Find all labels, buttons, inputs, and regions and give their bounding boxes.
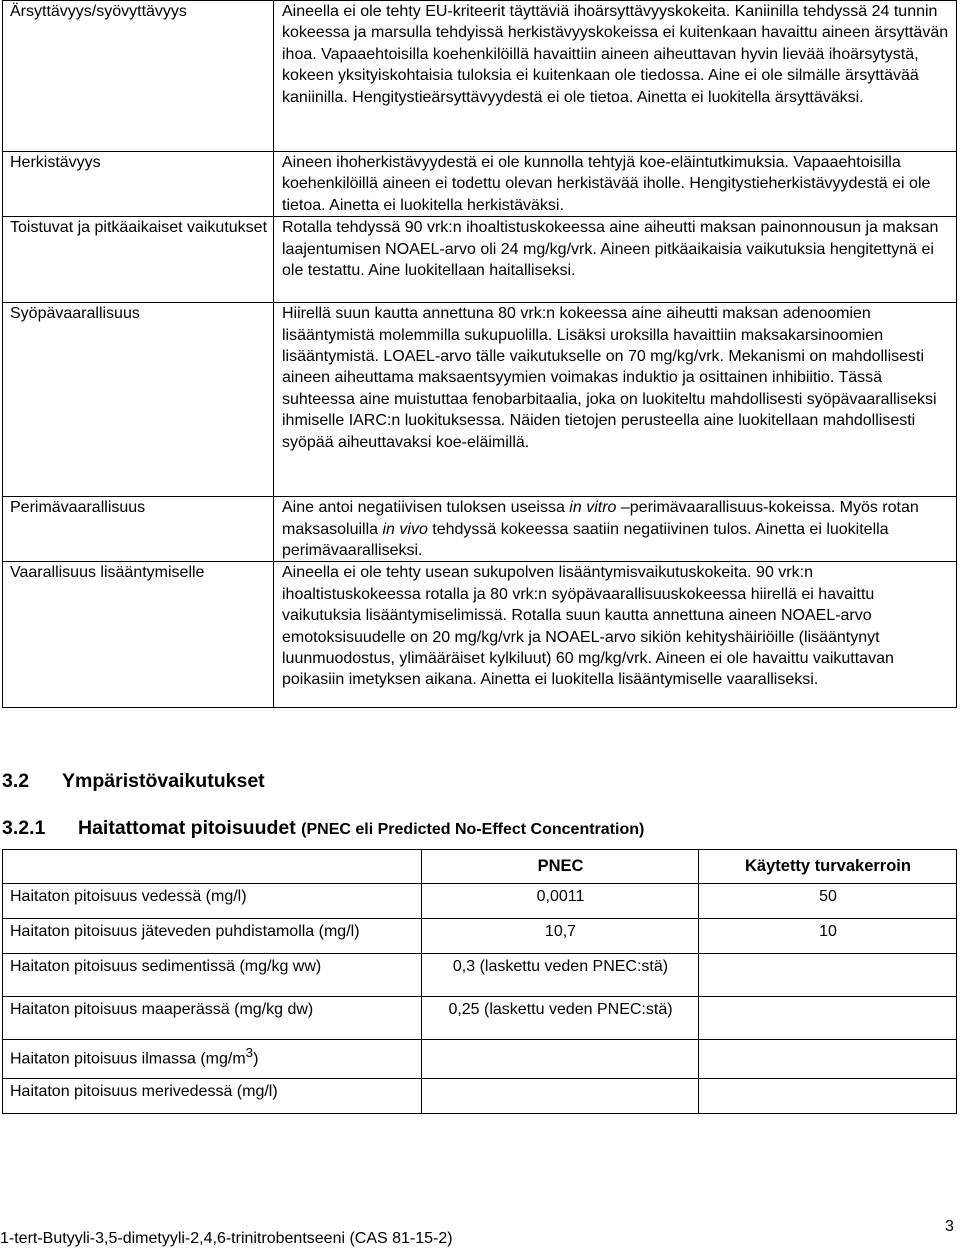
property-label: Toistuvat ja pitkäaikaiset vaikutukset	[3, 217, 274, 303]
label-text: )	[253, 1050, 259, 1068]
property-description: Aineella ei ole tehty usean sukupolven lisääntymisvaikutuskokeita. 90 vrk:n ihoaltistuskokeessa rotalla ja 80 vrk:n syöpävaarallisuuskokeessa hiirellä ei havaittu vaikutuksia lisääntymiselimissä. Rotalla suun kautta annettuna aineen NOAEL-arvo emotoksisuudelle on 20 mg/kg/vrk ja NOAEL-arvo sikiön kehityshäiriöille (lisääntynyt luunmuodostus, ylimääräiset kylkiluut) 60 mg/kg/vrk. Aineen ei ole havaittu vaikuttavan poikasiin imetyksen aikana. Ainetta ei luokitella lisääntymiselle vaaralliseksi.	[274, 562, 957, 708]
row-label	[3, 1040, 422, 1079]
pnec-table	[2, 849, 957, 1114]
table-row	[3, 217, 957, 303]
text-segment: Aine antoi negatiivisen tuloksen useissa	[282, 499, 570, 517]
text-segment: –perimävaarallisuus-kokeissa. Myös rotan maksasoluilla	[282, 499, 919, 538]
italic-term: in vivo	[382, 520, 428, 538]
header-cell: PNEC	[422, 850, 699, 884]
label-text: Haitaton pitoisuus ilmassa (mg/m	[10, 1050, 246, 1068]
table-row	[3, 954, 957, 997]
property-description: Rotalla tehdyssä 90 vrk:n ihoaltistuskokeessa aine aiheutti maksan painonnousun ja maksan laajentumisen NOAEL-arvo oli 24 mg/kg/vrk. Aineen pitkäaikaisia vaikutuksia hengitettynä ei ole testattu. Aine luokitellaan haitalliseksi.	[274, 217, 957, 303]
safety-factor	[699, 1079, 957, 1114]
footer-text: 1-tert-Butyyli-3,5-dimetyyli-2,4,6-trinitrobentseeni (CAS 81-15-2)	[0, 1230, 453, 1247]
table-row	[3, 1079, 957, 1114]
table-row	[3, 884, 957, 919]
header-cell	[3, 850, 422, 884]
toxicology-table	[2, 0, 957, 708]
table-row	[3, 497, 957, 562]
italic-term: in vitro	[569, 499, 617, 517]
pnec-value	[422, 1040, 699, 1079]
table-row	[3, 997, 957, 1040]
page-number: 3	[945, 1218, 954, 1235]
safety-factor: 10	[699, 919, 957, 954]
subsection-number: 3.2.1	[2, 817, 46, 839]
subsection-subtitle: (PNEC eli Predicted No-Effect Concentration)	[301, 821, 645, 838]
pnec-value: 0,3 (laskettu veden PNEC:stä)	[422, 954, 699, 997]
table-row	[3, 152, 957, 217]
table-row	[3, 1, 957, 152]
section-title: Ympäristövaikutukset	[62, 770, 265, 792]
row-label: Haitaton pitoisuus jäteveden puhdistamolla (mg/l)	[3, 919, 422, 954]
pnec-value: 0,25 (laskettu veden PNEC:stä)	[422, 997, 699, 1040]
property-description	[274, 497, 957, 562]
property-label: Herkistävyys	[3, 152, 274, 217]
property-label: Syöpävaarallisuus	[3, 303, 274, 497]
header-cell: Käytetty turvakerroin	[699, 850, 957, 884]
pnec-value	[422, 1079, 699, 1114]
property-description: Aineella ei ole tehty EU-kriteerit täyttäviä ihoärsyttävyyskokeita. Kaniinilla tehdyssä 24 tunnin kokeessa ja marsulla tehdyissä herkistävyyskokeissa ei kuitenkaan havaittu aineen ärsyttävän ihoa. Vapaaehtoisilla koehenkilöillä havaittiin aineen aiheuttavan hyvin lievää ihoärsytystä, kokeen yksityiskohtaisia tuloksia ei kuitenkaan ole tiedossa. Aine ei ole silmälle ärsyttävää kaniinilla. Hengitystieärsyttävyydestä ei ole tietoa. Ainetta ei luokitella ärsyttäväksi.	[274, 1, 957, 152]
table-row	[3, 919, 957, 954]
row-label: Haitaton pitoisuus merivedessä (mg/l)	[3, 1079, 422, 1114]
property-label: Perimävaarallisuus	[3, 497, 274, 562]
property-description: Hiirellä suun kautta annettuna 80 vrk:n kokeessa aine aiheutti maksan adenoomien lisääntymistä molemmilla sukupuolilla. Lisäksi uroksilla havaittiin maksakarsinoomien lisääntymistä. LOAEL-arvo tälle vaikutukselle on 70 mg/kg/vrk. Mekanismi on mahdollisesti aineen aiheuttama maksaentsyymien voimakas induktio ja osittainen inhibiitio. Tässä suhteessa aine muistuttaa fenobarbitaalia, joka on luokiteltu mahdollisesti syöpävaaralliseksi ihmiselle IARC:n luokituksessa. Näiden tietojen perusteella aine luokitellaan mahdollisesti syöpää aiheuttavaksi koe-eläimillä.	[274, 303, 957, 497]
property-label: Ärsyttävyys/syövyttävyys	[3, 1, 274, 152]
subsection-title: Haitattomat pitoisuudet	[78, 817, 296, 839]
table-row	[3, 1040, 957, 1079]
superscript: 3	[245, 1045, 254, 1060]
table-header-row	[3, 850, 957, 884]
property-label: Vaarallisuus lisääntymiselle	[3, 562, 274, 708]
table-row	[3, 562, 957, 708]
section-heading	[2, 770, 265, 793]
row-label: Haitaton pitoisuus vedessä (mg/l)	[3, 884, 422, 919]
safety-factor: 50	[699, 884, 957, 919]
property-description: Aineen ihoherkistävyydestä ei ole kunnolla tehtyjä koe-eläintutkimuksia. Vapaaehtoisilla koehenkilöillä aineen ei todettu olevan herkistävää iholle. Hengitystieherkistävyydestä ei ole tietoa. Ainetta ei luokitella herkistäväksi.	[274, 152, 957, 217]
section-number: 3.2	[2, 770, 30, 792]
safety-factor	[699, 997, 957, 1040]
subsection-heading	[2, 817, 644, 840]
row-label: Haitaton pitoisuus sedimentissä (mg/kg ww)	[3, 954, 422, 997]
pnec-value: 0,0011	[422, 884, 699, 919]
text-segment: tehdyssä kokeessa saatiin negatiivinen tulos. Ainetta ei luokitella perimävaaralliseksi.	[282, 520, 889, 560]
safety-factor	[699, 1040, 957, 1079]
table-row	[3, 303, 957, 497]
safety-factor	[699, 954, 957, 997]
row-label: Haitaton pitoisuus maaperässä (mg/kg dw)	[3, 997, 422, 1040]
pnec-value: 10,7	[422, 919, 699, 954]
